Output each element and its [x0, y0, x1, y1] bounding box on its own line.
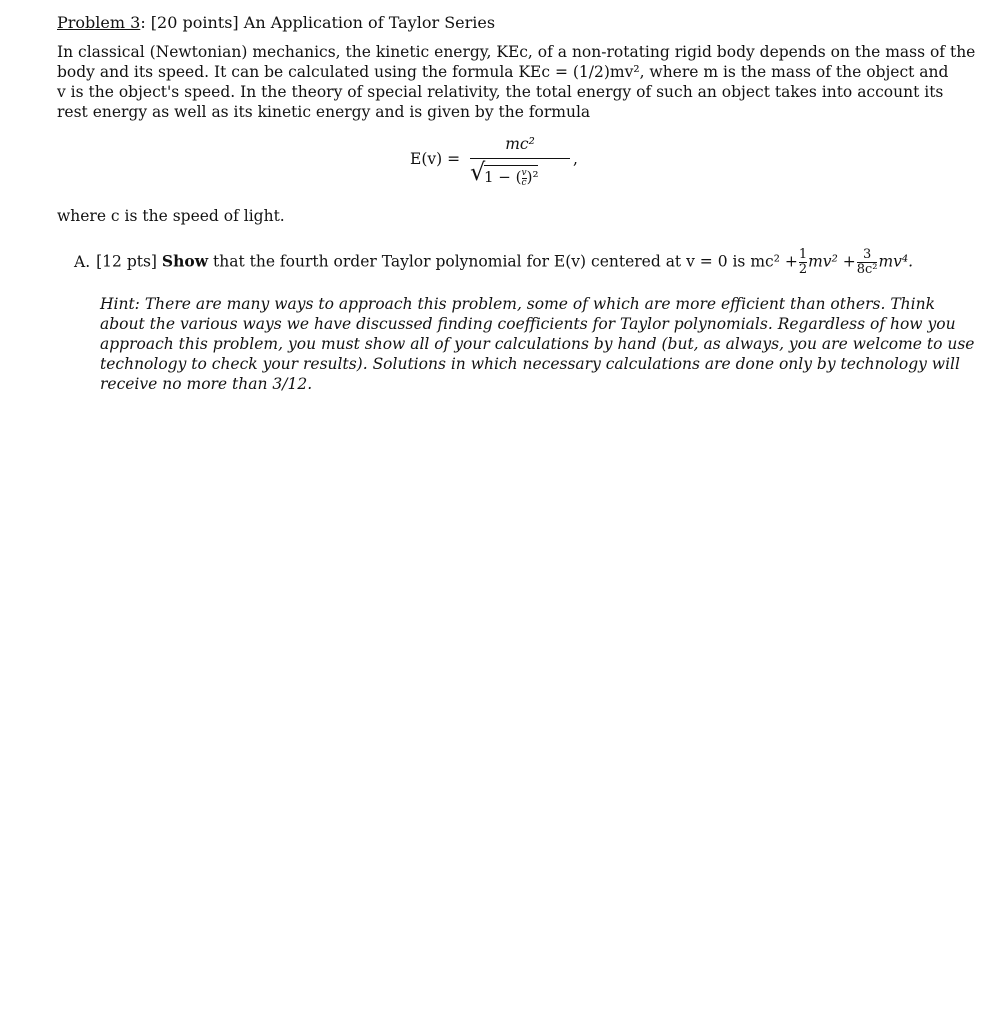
formula-numerator: mc²	[505, 135, 535, 153]
radicand-end: )²	[526, 168, 539, 186]
hint-line: approach this problem, you must show all of your calculations by hand (but, as always, you are welcome to use	[100, 335, 975, 353]
sqrt-symbol: √	[470, 158, 486, 186]
v-over-c-top: v	[521, 167, 527, 178]
intro-line: body and its speed. It can be calculated using the formula KEc = (1/2)mv², where m is the mass of the object and	[57, 63, 949, 81]
part-a	[74, 248, 913, 277]
formula-denominator	[470, 159, 570, 189]
three-over-8c2-fraction	[857, 248, 878, 277]
problem-title: An Application of Taylor Series	[243, 13, 496, 32]
intro-line: rest energy as well as its kinetic energy and is given by the formula	[57, 103, 591, 121]
part-a-term2: mv² +	[808, 252, 856, 271]
formula-fraction	[470, 135, 570, 189]
part-a-label: A.	[74, 252, 91, 271]
part-a-statement: that the fourth order Taylor polynomial for E(v) centered at v = 0 is mc² +	[213, 252, 798, 271]
problem-points: [20 points]	[150, 13, 239, 32]
part-a-verb: Show	[161, 251, 209, 271]
hint-paragraph	[100, 294, 975, 394]
v-over-c-bottom: c	[521, 177, 527, 188]
part-a-points: [12 pts]	[96, 252, 157, 271]
intro-line: v is the object's speed. In the theory of special relativity, the total energy of such an object takes into account its	[57, 83, 944, 101]
formula-radicand	[484, 165, 538, 188]
hint-line: Hint: There are many ways to approach this problem, some of which are more efficient than others. Think	[100, 295, 935, 313]
problem-heading: Problem 3: [20 points] An Application of Taylor Series	[57, 13, 496, 32]
one-half-top: 1	[798, 247, 808, 262]
one-half-fraction	[799, 248, 807, 277]
where-text: where c is the speed of light.	[57, 207, 285, 225]
energy-formula	[410, 135, 610, 195]
formula-lhs: E(v) =	[410, 150, 461, 168]
part-a-term3: mv⁴.	[878, 252, 914, 271]
hint-line: receive no more than 3/12.	[100, 375, 313, 393]
hint-line: about the various ways we have discussed finding coefficients for Taylor polynomials. Regardless of how you	[100, 315, 956, 333]
three-over-8c2-bottom: 8c²	[856, 262, 878, 277]
one-half-bottom: 2	[798, 262, 808, 277]
formula-comma: ,	[573, 150, 578, 168]
radicand-start: 1 − (	[484, 168, 522, 186]
intro-paragraph	[57, 42, 976, 122]
hint-line: technology to check your results). Solutions in which necessary calculations are done only by technology will	[100, 355, 960, 373]
problem-label: Problem 3	[57, 13, 141, 32]
intro-line: In classical (Newtonian) mechanics, the kinetic energy, KEc, of a non-rotating rigid body depends on the mass of the	[57, 43, 976, 61]
three-over-8c2-top: 3	[862, 247, 872, 262]
